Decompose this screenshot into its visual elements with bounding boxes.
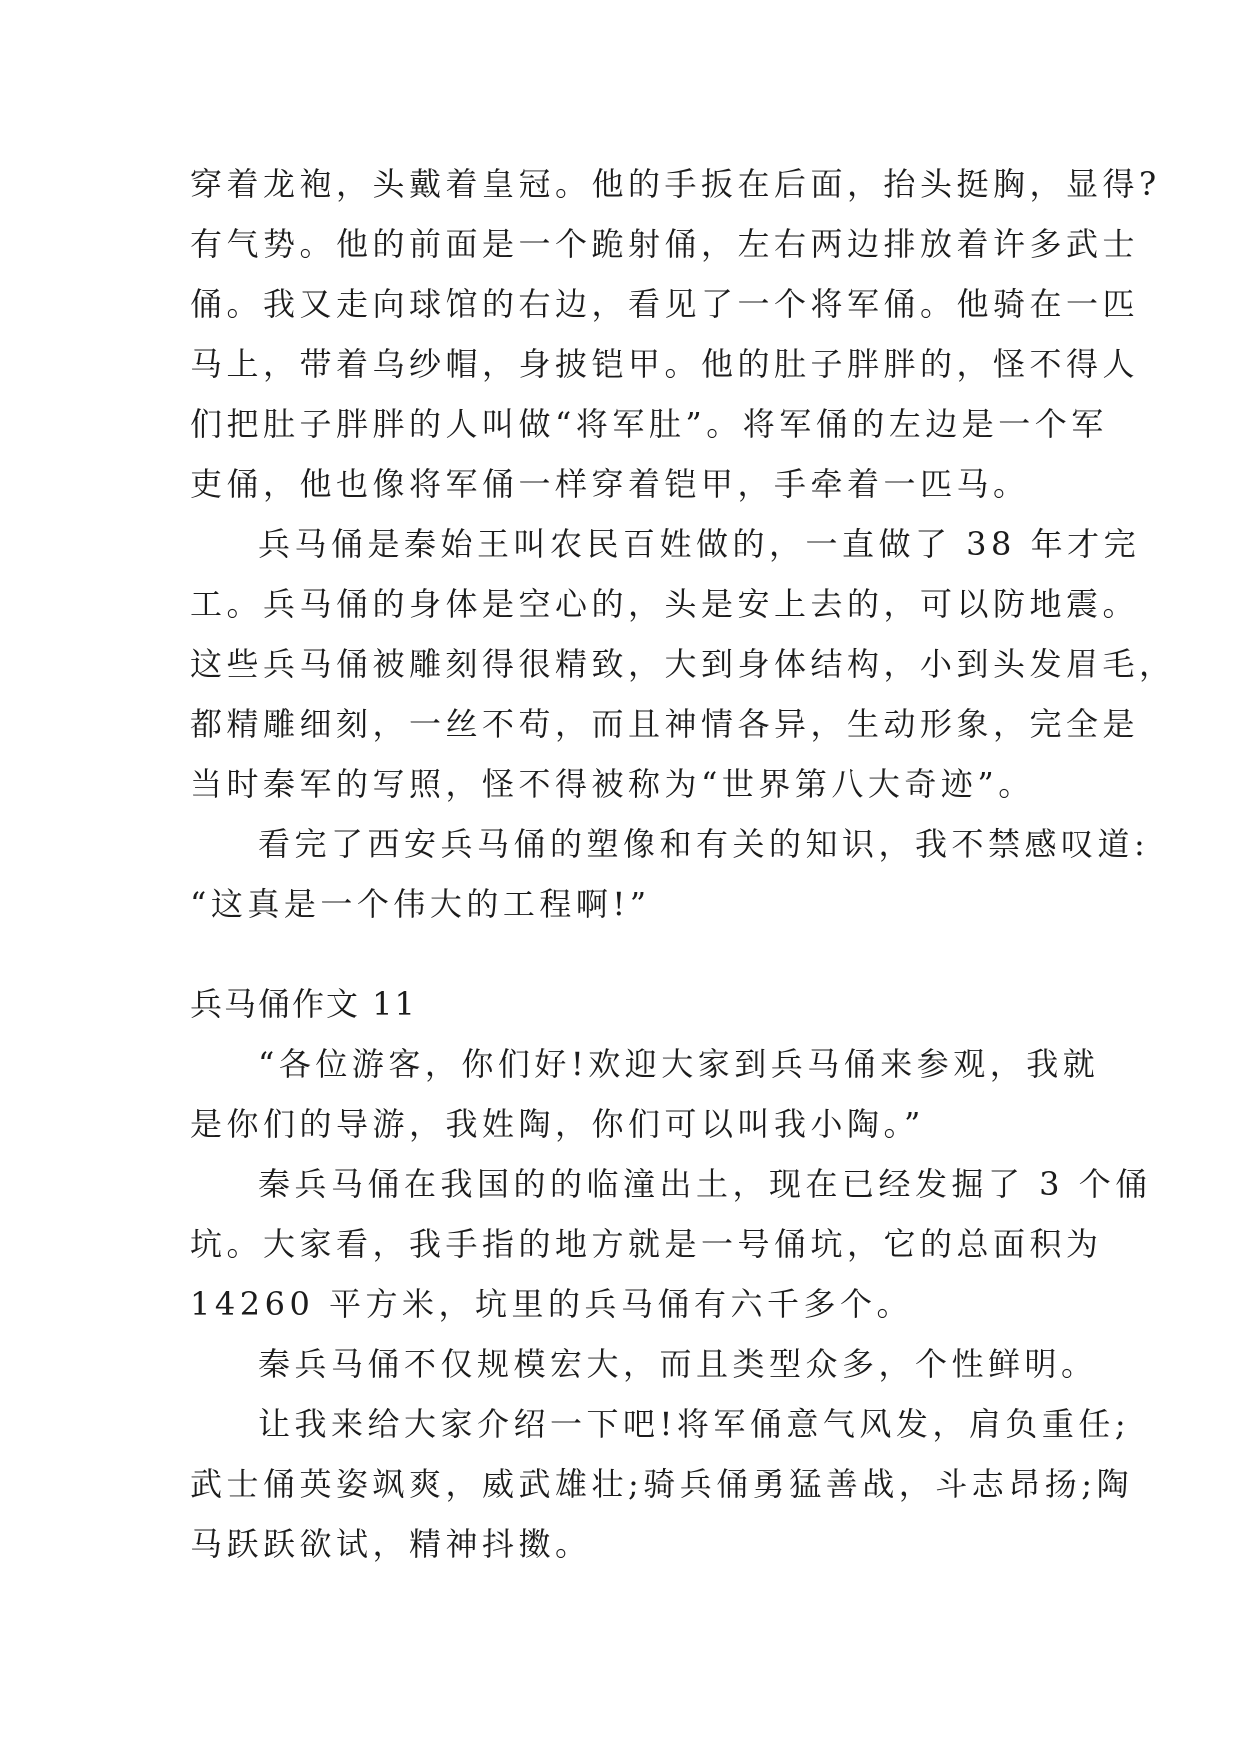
text-line: 有气势。他的前面是一个跪射俑，左右两边排放着许多武士 [190, 225, 1140, 263]
text-line: 们把肚子胖胖的人叫做“将军肚”。将军俑的左边是一个军 [190, 405, 1108, 443]
text-line: 当时秦军的写照，怪不得被称为“世界第八大奇迹”。 [190, 765, 1035, 803]
text-line: 兵马俑是秦始王叫农民百姓做的，一直做了 38 年才完 [258, 525, 1141, 563]
text-line: 工。兵马俑的身体是空心的，头是安上去的，可以防地震。 [190, 585, 1140, 623]
text-line: 14260 平方米，坑里的兵马俑有六千多个。 [190, 1285, 913, 1323]
text-line: 秦兵马俑不仅规模宏大，而且类型众多，个性鲜明。 [258, 1345, 1098, 1383]
text-line: 看完了西安兵马俑的塑像和有关的知识，我不禁感叹道: [258, 825, 1150, 863]
text-line: 这些兵马俑被雕刻得很精致，大到身体结构，小到头发眉毛， [190, 645, 1176, 683]
text-line: 穿着龙袍，头戴着皇冠。他的手扳在后面，抬头挺胸，显得? [190, 165, 1161, 203]
text-line: “各位游客，你们好!欢迎大家到兵马俑来参观，我就 [258, 1045, 1100, 1083]
text-line: 马上，带着乌纱帽，身披铠甲。他的肚子胖胖的，怪不得人 [190, 345, 1140, 383]
text-line: 武士俑英姿飒爽，威武雄壮;骑兵俑勇猛善战，斗志昂扬;陶 [190, 1465, 1134, 1503]
text-line: 都精雕细刻，一丝不苟，而且神情各异，生动形象，完全是 [190, 705, 1140, 743]
section-heading: 兵马俑作文 11 [190, 985, 417, 1023]
text-line: 秦兵马俑在我国的的临潼出土，现在已经发掘了 3 个俑 [258, 1165, 1152, 1203]
text-line: 坑。大家看，我手指的地方就是一号俑坑，它的总面积为 [190, 1225, 1103, 1263]
text-line: “这真是一个伟大的工程啊!” [190, 885, 651, 923]
text-line: 俑。我又走向球馆的右边，看见了一个将军俑。他骑在一匹 [190, 285, 1140, 323]
text-line: 吏俑，他也像将军俑一样穿着铠甲，手牵着一匹马。 [190, 465, 1030, 503]
text-line: 让我来给大家介绍一下吧!将军俑意气风发，肩负重任; [258, 1405, 1131, 1443]
text-line: 马跃跃欲试，精神抖擞。 [190, 1525, 592, 1563]
text-line: 是你们的导游，我姓陶，你们可以叫我小陶。” [190, 1105, 925, 1143]
